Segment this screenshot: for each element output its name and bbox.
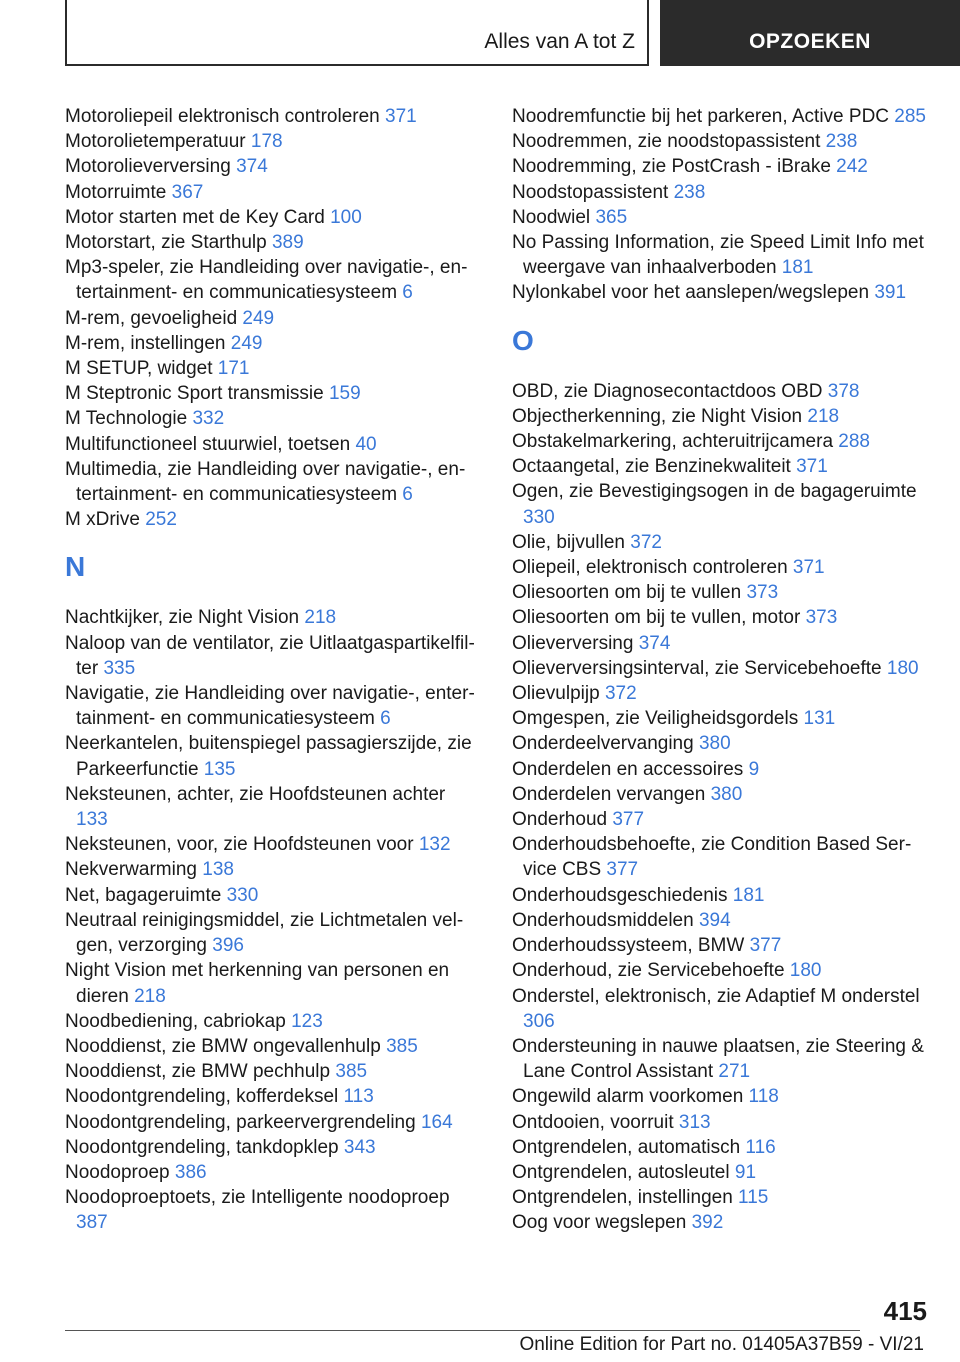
index-entry-page-link[interactable]: 389 [271,232,304,254]
index-entry-page-link[interactable]: 330 [523,506,555,528]
index-entry-text: Obstakelmarkering, achteruitrijcamera [512,431,834,453]
index-entry-text: Noodremfunctie bij het parkeren, Active PDC [512,106,890,127]
index-entry-page-link[interactable]: 218 [304,607,337,629]
index-entry-page-link[interactable]: 181 [732,884,765,906]
index-entry [512,782,932,807]
index-entry-page-link[interactable]: 116 [745,1136,776,1158]
index-entry-text: Nylonkabel voor het aanslepen/wegslepen [512,282,870,304]
index-entry [65,180,480,205]
index-entry-page-link[interactable]: 332 [192,408,225,430]
index-entry-text: Mp3-speler, zie Handleiding over navigatie-, entertainment- en communicatiesysteem [65,257,468,304]
index-entry-text: Multimedia, zie Handleiding over navigatie-, entertainment- en communicatiesysteem [65,458,466,506]
index-entry-page-link[interactable]: 288 [838,431,870,453]
index-entry [512,1210,932,1235]
index-entry-text: Noodremming, zie PostCrash - iBrake [512,156,831,178]
index-entry [65,1034,480,1059]
index-entry [512,883,932,908]
index-entry [512,681,932,706]
index-entry-page-link[interactable]: 252 [145,509,177,531]
index-entry-page-link[interactable]: 131 [803,708,836,730]
index-entry-page-link[interactable]: 391 [874,282,907,304]
index-entry-page-link[interactable]: 365 [595,206,628,228]
index-entry-page-link[interactable]: 377 [606,859,639,881]
index-entry-text: Motorolietemperatuur [65,131,246,153]
index-entry-text: Onderhoud [512,809,608,831]
index-entry-text: Motoroliepeil elektronisch controleren [65,106,380,127]
index-entry [65,731,480,781]
index-entry-text: Ongewild alarm voorkomen [512,1086,744,1108]
index-entry-text: M-rem, instellingen [65,332,226,354]
index-entry [512,1160,932,1185]
index-entry-page-link[interactable]: 138 [202,859,234,881]
index-entry-page-link[interactable]: 181 [781,257,814,279]
index-entry-text: Oliesoorten om bij te vullen [512,582,742,604]
index-entry-text: Onderhoudsmiddelen [512,909,694,931]
index-entry-page-link[interactable]: 380 [710,783,743,805]
index-entry-page-link[interactable]: 180 [789,960,822,982]
index-entry-page-link[interactable]: 374 [236,156,268,178]
index-entry-text: Noodstopassistent [512,181,669,203]
index-entry-page-link[interactable]: 392 [691,1212,724,1234]
index-entry-text: Omgespen, zie Veiligheidsgordels [512,708,799,730]
index-entry-page-link[interactable]: 386 [174,1161,207,1183]
index-entry [512,807,932,832]
index-entry-text: Neutraal reinigingsmiddel, zie Lichtmetalen velgen, verzorging [65,909,464,957]
index-entry [65,255,480,305]
footer-divider [65,1330,860,1331]
index-entry-text: Oliesoorten om bij te vullen, motor [512,607,801,629]
index-entry-text: M Technologie [65,408,188,430]
index-entry-text: Onderhoudsbehoefte, zie Condition Based Service CBS [512,834,912,881]
index-entry-page-link[interactable]: 380 [698,733,731,755]
index-entry-text: Olie, bijvullen [512,531,625,553]
index-entry-text: Olieverversing [512,632,634,654]
index-entry-text: Noodwiel [512,206,591,228]
index-entry-text: Ontgrendelen, autosleutel [512,1161,730,1183]
index-entry [65,1110,480,1135]
index-entry-page-link[interactable]: 171 [217,358,250,380]
index-entry-page-link[interactable]: 91 [734,1161,757,1183]
index-entry-text: Nachtkijker, zie Night Vision [65,607,300,629]
index-entry [512,129,932,154]
index-entry [512,731,932,756]
index-entry-text: Noodontgrendeling, tankdopklep [65,1136,339,1158]
index-entry-text: Noodoproeptoets, zie Intelligente noodoproep [65,1187,450,1209]
index-entry-page-link[interactable]: 330 [226,884,259,906]
index-entry [512,1185,932,1210]
index-entry [65,908,480,958]
index-entry [65,1185,480,1235]
index-entry-text: Neerkantelen, buitenspiegel passagierszijde, zie Parkeerfunctie [65,733,472,780]
index-entry-text: Motorruimte [65,181,167,203]
index-entry-text: Neksteunen, voor, zie Hoofdsteunen voor [65,834,414,856]
index-entry-page-link[interactable]: 178 [250,131,283,153]
section-tab[interactable] [65,0,649,66]
page-number: 415 [883,1296,927,1326]
index-entry-page-link[interactable]: 249 [230,332,263,354]
index-entry [512,656,932,681]
index-entry-text: Motorolieverversing [65,156,231,178]
index-entry-text: Onderhoudsgeschiedenis [512,884,728,906]
index-entry [65,356,480,381]
index-entry-text: Multifunctioneel stuurwiel, toetsen [65,433,351,455]
index-entry-page-link[interactable]: 164 [420,1111,453,1133]
section-tab-label: Alles van A tot Z [484,30,635,53]
index-entry [512,154,932,179]
index-entry [65,306,480,331]
index-entry-text: Neksteunen, achter, zie Hoofdsteunen achter [65,783,446,805]
index-entry-text: Noodbediening, cabriokap [65,1010,286,1032]
index-entry-page-link[interactable]: 371 [792,557,825,579]
index-entry-page-link[interactable]: 306 [523,1010,555,1032]
index-entry-text: Motor starten met de Key Card [65,206,325,228]
index-entry-text: Ondersteuning in nauwe plaatsen, zie Steering & Lane Control Assistant [512,1035,924,1083]
index-entry [512,1110,932,1135]
index-entry-page-link[interactable]: 271 [718,1061,751,1083]
index-entry-text: Onderdelen vervangen [512,783,706,805]
index-entry-page-link[interactable]: 135 [203,758,236,780]
index-entry-text: Olievulpijp [512,683,600,705]
index-entry-page-link[interactable]: 373 [746,582,779,604]
index-entry [65,883,480,908]
index-entry [512,706,932,731]
index-entry [65,104,480,129]
index-entry-page-link[interactable]: 377 [612,809,645,831]
index-entry-text: Ontgrendelen, automatisch [512,1136,741,1158]
index-entry [512,605,932,630]
index-entry [512,984,932,1034]
index-entry-page-link[interactable]: 132 [418,834,451,856]
index-entry [65,605,480,630]
index-entry-page-link[interactable]: 367 [171,181,204,203]
index-entry [512,479,932,529]
index-entry [65,205,480,230]
index-entry-page-link[interactable]: 371 [796,456,828,478]
index-entry [512,205,932,230]
index-entry-page-link[interactable]: 371 [385,106,417,127]
index-entry-page-link[interactable]: 372 [630,531,662,553]
index-entry-text: M-rem, gevoeligheid [65,307,238,329]
index-entry-text: Noodontgrendeling, parkeervergrendeling [65,1111,416,1133]
index-entry [65,1135,480,1160]
index-entry-page-link[interactable]: 335 [103,657,136,679]
index-entry-text: Ogen, zie Bevestigingsogen in de bagageruimte [512,481,917,503]
index-entry-page-link[interactable]: 285 [894,106,926,127]
index-entry-text: Objectherkenning, zie Night Vision [512,405,803,427]
index-entry-page-link[interactable]: 387 [76,1212,108,1234]
index-entry [65,432,480,457]
index-entry-text: Onderhoudssysteem, BMW [512,935,745,957]
index-entry-text: Naloop van de ventilator, zie Uitlaatgaspartikelfilter [65,632,475,679]
index-entry-text: Oliepeil, elektronisch controleren [512,557,788,579]
index-entry [65,631,480,681]
index-entry [65,681,480,731]
index-entry [65,507,480,532]
index-entry-page-link[interactable]: 374 [638,632,671,654]
search-tab-label: OPZOEKEN [749,30,871,53]
index-entry [65,331,480,356]
index-entry [512,580,932,605]
index-entry-page-link[interactable]: 113 [343,1086,374,1108]
index-entry [65,129,480,154]
index-entry-page-link[interactable]: 6 [380,708,391,730]
index-entry-page-link[interactable]: 238 [825,131,858,153]
index-entry-text: Oog voor wegslepen [512,1212,687,1234]
index-entry-text: Ontdooien, voorruit [512,1111,674,1133]
index-entry [65,832,480,857]
index-entry-page-link[interactable]: 115 [738,1187,769,1209]
search-tab[interactable] [660,0,960,66]
index-entry-text: Onderhoud, zie Servicebehoefte [512,960,785,982]
index-letter-heading: O [512,324,534,356]
footer-edition-text: Online Edition for Part no. 01405A37B59 - VI/21 [519,1334,924,1355]
index-entry-text: M SETUP, widget [65,358,213,380]
index-entry-page-link[interactable]: 238 [673,181,706,203]
index-entry [512,933,932,958]
index-entry-text: Night Vision met herkenning van personen en dieren [65,960,450,1007]
index-entry [65,154,480,179]
index-entry-text: Net, bagageruimte [65,884,222,906]
index-entry-text: Navigatie, zie Handleiding over navigatie-, entertainment- en communicatiesysteem [65,683,475,730]
index-entry-page-link[interactable]: 218 [134,985,166,1007]
index-entry [512,832,932,882]
index-entry-page-link[interactable]: 6 [402,484,413,506]
index-entry-page-link[interactable]: 313 [678,1111,711,1133]
index-entry-text: Onderdeelvervanging [512,733,694,755]
index-entry [512,280,932,305]
index-entry [65,230,480,255]
index-entry [512,180,932,205]
index-entry-page-link[interactable]: 218 [807,405,840,427]
index-entry-page-link[interactable]: 343 [343,1136,376,1158]
index-entry-text: OBD, zie Diagnosecontactdoos OBD [512,380,823,402]
index-entry [65,381,480,406]
index-entry-page-link[interactable]: 118 [748,1086,779,1108]
index-entry-page-link[interactable]: 396 [212,935,244,957]
index-entry-page-link[interactable]: 373 [805,607,838,629]
index-entry-page-link[interactable]: 40 [355,433,377,455]
index-entry-page-link[interactable]: 394 [698,909,731,931]
index-entry-text: Nooddienst, zie BMW pechhulp [65,1061,331,1083]
index-entry [512,454,932,479]
index-entry-page-link[interactable]: 9 [748,758,760,780]
index-column-right [512,104,932,1236]
index-entry-page-link[interactable]: 123 [291,1010,323,1032]
index-entry-text: M Steptronic Sport transmissie [65,383,324,405]
index-entry [512,1084,932,1109]
index-entry [512,631,932,656]
index-entry-text: Octaangetal, zie Benzinekwaliteit [512,456,791,478]
index-entry-text: Nooddienst, zie BMW ongevallenhulp [65,1035,381,1057]
index-entry-page-link[interactable]: 242 [836,156,868,178]
index-entry [512,404,932,429]
index-entry-page-link[interactable]: 385 [386,1035,418,1057]
index-entry [512,104,932,129]
index-entry-text: Motorstart, zie Starthulp [65,232,267,254]
index-entry [512,555,932,580]
index-entry [65,1160,480,1185]
index-entry [65,1084,480,1109]
index-entry [65,857,480,882]
index-entry [512,908,932,933]
index-entry-page-link[interactable]: 372 [604,683,637,705]
index-entry [512,1034,932,1084]
index-entry [512,757,932,782]
index-entry [512,429,932,454]
index-entry-page-link[interactable]: 385 [335,1061,368,1083]
index-entry [512,958,932,983]
index-entry-page-link[interactable]: 100 [330,206,362,228]
index-entry [512,379,932,404]
index-letter-heading: N [65,551,86,583]
index-entry-page-link[interactable]: 180 [886,657,919,679]
index-entry-text: Olieverversingsinterval, zie Servicebehoefte [512,657,882,679]
index-entry-text: Ontgrendelen, instellingen [512,1187,733,1209]
index-entry [65,782,480,832]
index-entry [512,530,932,555]
index-entry-text: Onderstel, elektronisch, zie Adaptief M onderstel [512,985,920,1007]
index-entry-text: Onderdelen en accessoires [512,758,744,780]
index-entry-text: Noodremmen, zie noodstopassistent [512,131,821,153]
index-entry-page-link[interactable]: 377 [749,935,782,957]
index-entry [512,230,932,280]
index-entry-page-link[interactable]: 133 [76,809,108,831]
index-entry-text: Nekverwarming [65,859,197,881]
index-entry-text: No Passing Information, zie Speed Limit Info met weergave van inhaalverboden [512,232,924,279]
index-entry-page-link[interactable]: 249 [242,307,275,329]
index-entry [65,1009,480,1034]
index-entry-text: Noodontgrendeling, kofferdeksel [65,1086,339,1108]
index-entry [65,958,480,1008]
index-entry-page-link[interactable]: 6 [402,282,413,304]
index-entry [65,457,480,507]
index-entry [512,1135,932,1160]
index-entry-text: Noodoproep [65,1161,170,1183]
index-column-left [65,104,480,1236]
index-entry-page-link[interactable]: 159 [328,383,361,405]
index-entry [65,406,480,431]
index-entry [65,1059,480,1084]
index-entry-text: M xDrive [65,509,140,531]
index-entry-page-link[interactable]: 378 [827,380,860,402]
